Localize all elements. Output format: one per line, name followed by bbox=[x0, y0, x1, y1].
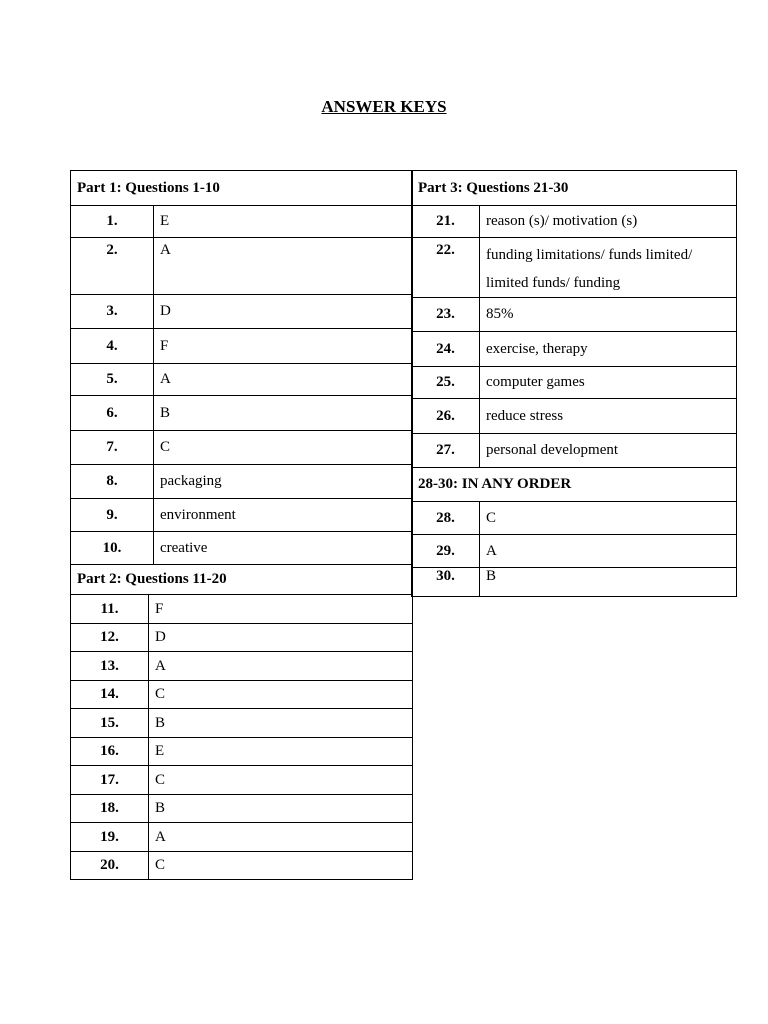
part3-header-row bbox=[412, 171, 737, 206]
table-row bbox=[71, 431, 413, 465]
question-number: 3. bbox=[71, 295, 154, 329]
table-row bbox=[412, 206, 737, 238]
part2-table bbox=[70, 564, 413, 880]
part3-table bbox=[411, 170, 737, 597]
part1-header: Part 1: Questions 1-10 bbox=[71, 171, 413, 206]
answer-cell: B bbox=[480, 568, 737, 597]
answer-cell: F bbox=[154, 329, 413, 364]
table-row bbox=[71, 329, 413, 364]
table-row bbox=[71, 795, 413, 823]
question-number: 19. bbox=[71, 823, 149, 852]
table-row bbox=[71, 681, 413, 709]
answer-cell: F bbox=[149, 595, 413, 624]
question-number: 28. bbox=[412, 502, 480, 535]
question-number: 30. bbox=[412, 568, 480, 597]
table-row bbox=[71, 396, 413, 431]
question-number: 27. bbox=[412, 434, 480, 468]
question-number: 20. bbox=[71, 852, 149, 880]
table-row bbox=[71, 652, 413, 681]
table-row bbox=[71, 465, 413, 499]
part3-subheader-row bbox=[412, 468, 737, 502]
table-row bbox=[412, 298, 737, 332]
part3-header: Part 3: Questions 21-30 bbox=[412, 171, 737, 206]
answer-cell: C bbox=[154, 431, 413, 465]
question-number: 17. bbox=[71, 766, 149, 795]
answer-cell: E bbox=[154, 206, 413, 238]
question-number: 18. bbox=[71, 795, 149, 823]
question-number: 6. bbox=[71, 396, 154, 431]
answer-cell: E bbox=[149, 738, 413, 766]
answer-cell: exercise, therapy bbox=[480, 332, 737, 367]
question-number: 13. bbox=[71, 652, 149, 681]
question-number: 25. bbox=[412, 367, 480, 399]
question-number: 22. bbox=[412, 238, 480, 298]
table-row bbox=[71, 766, 413, 795]
table-row bbox=[71, 206, 413, 238]
table-row bbox=[71, 238, 413, 295]
question-number: 5. bbox=[71, 364, 154, 396]
table-row bbox=[71, 624, 413, 652]
answer-cell: personal development bbox=[480, 434, 737, 468]
answer-cell: funding limitations/ funds limited/ limited funds/ funding bbox=[480, 238, 737, 298]
part1-table bbox=[70, 170, 413, 565]
answer-cell: D bbox=[149, 624, 413, 652]
answer-cell: C bbox=[149, 852, 413, 880]
question-number: 12. bbox=[71, 624, 149, 652]
question-number: 9. bbox=[71, 499, 154, 532]
answer-cell: A bbox=[480, 535, 737, 568]
question-number: 16. bbox=[71, 738, 149, 766]
question-number: 11. bbox=[71, 595, 149, 624]
answer-cell: C bbox=[480, 502, 737, 535]
answer-cell: D bbox=[154, 295, 413, 329]
table-row bbox=[412, 367, 737, 399]
question-number: 23. bbox=[412, 298, 480, 332]
answer-cell: B bbox=[149, 709, 413, 738]
answer-cell: packaging bbox=[154, 465, 413, 499]
answer-cell: A bbox=[154, 364, 413, 396]
table-row bbox=[412, 502, 737, 535]
table-row bbox=[71, 709, 413, 738]
table-row bbox=[71, 532, 413, 565]
table-row bbox=[412, 238, 737, 298]
answer-cell: creative bbox=[154, 532, 413, 565]
question-number: 10. bbox=[71, 532, 154, 565]
question-number: 15. bbox=[71, 709, 149, 738]
table-row bbox=[412, 568, 737, 597]
answer-cell: A bbox=[149, 823, 413, 852]
answer-cell: reduce stress bbox=[480, 399, 737, 434]
answer-cell: computer games bbox=[480, 367, 737, 399]
question-number: 26. bbox=[412, 399, 480, 434]
question-number: 21. bbox=[412, 206, 480, 238]
answer-cell: C bbox=[149, 766, 413, 795]
table-row bbox=[71, 499, 413, 532]
answer-cell: A bbox=[154, 238, 413, 295]
any-order-subheader: 28-30: IN ANY ORDER bbox=[412, 468, 737, 502]
answer-cell: B bbox=[154, 396, 413, 431]
question-number: 1. bbox=[71, 206, 154, 238]
table-row bbox=[71, 738, 413, 766]
answer-cell: 85% bbox=[480, 298, 737, 332]
question-number: 29. bbox=[412, 535, 480, 568]
part1-header-row bbox=[71, 171, 413, 206]
question-number: 4. bbox=[71, 329, 154, 364]
table-row bbox=[71, 852, 413, 880]
answer-cell: C bbox=[149, 681, 413, 709]
answer-cell: environment bbox=[154, 499, 413, 532]
table-row bbox=[412, 399, 737, 434]
question-number: 8. bbox=[71, 465, 154, 499]
table-row bbox=[71, 595, 413, 624]
question-number: 14. bbox=[71, 681, 149, 709]
answer-cell: B bbox=[149, 795, 413, 823]
table-row bbox=[71, 364, 413, 396]
table-row bbox=[71, 295, 413, 329]
table-row bbox=[412, 535, 737, 568]
question-number: 2. bbox=[71, 238, 154, 295]
table-row bbox=[71, 823, 413, 852]
answer-cell: A bbox=[149, 652, 413, 681]
answer-cell: reason (s)/ motivation (s) bbox=[480, 206, 737, 238]
table-row bbox=[412, 332, 737, 367]
part2-header: Part 2: Questions 11-20 bbox=[71, 565, 413, 595]
question-number: 7. bbox=[71, 431, 154, 465]
question-number: 24. bbox=[412, 332, 480, 367]
page-title: ANSWER KEYS bbox=[321, 97, 447, 116]
part2-header-row bbox=[71, 565, 413, 595]
table-row bbox=[412, 434, 737, 468]
